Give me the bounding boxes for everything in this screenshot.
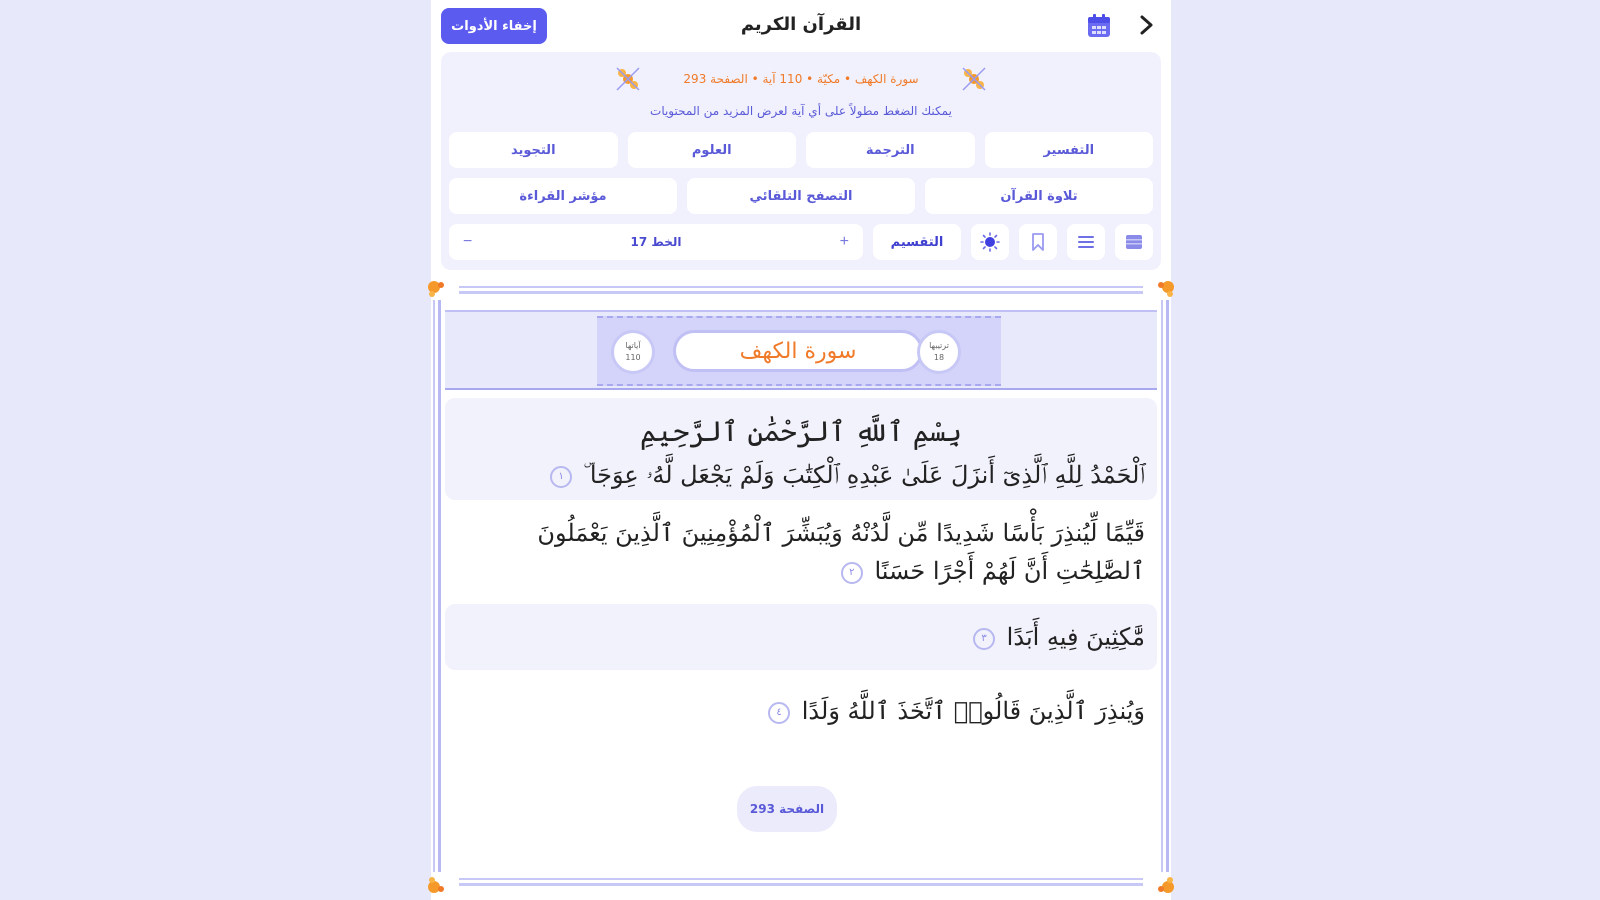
- basmala: بِسْمِ ٱللَّهِ ٱلرَّحْمَٰنِ ٱلرَّحِيمِ: [639, 415, 962, 448]
- translation-button[interactable]: الترجمة: [806, 132, 975, 168]
- brightness-button[interactable]: [971, 224, 1009, 260]
- recitation-button[interactable]: تلاوة القرآن: [925, 178, 1153, 214]
- verse-4[interactable]: [445, 678, 1157, 744]
- surah-name: سورة الكهف: [673, 330, 923, 372]
- frame-border-bottom: [459, 878, 1143, 886]
- page-title: القرآن الكريم: [740, 14, 862, 35]
- verse-text: قَيِّمًا لِّيُنذِرَ بَأْسًا شَدِيدًا مِّن لَّدُنْهُ وَيُبَشِّرَ ٱلْمُؤْمِنِينَ ٱلَّذِينَ يَعْمَلُونَ ٱلصَّٰلِحَٰتِ أَنَّ لَهُمْ أَجْرًا حَسَنًا: [537, 519, 1145, 585]
- corner-flower-icon: [423, 872, 449, 898]
- font-size-stepper: [449, 224, 863, 260]
- surah-info-row: [441, 66, 1161, 92]
- bookmark-button[interactable]: [1019, 224, 1057, 260]
- ayah-count-label: آياتها: [625, 341, 641, 350]
- ayah-number-marker: ١: [550, 466, 572, 488]
- app-window: [431, 0, 1171, 900]
- ayah-count-badge: [611, 330, 655, 374]
- verse-text: وَيُنذِرَ ٱلَّذِينَ قَالُوا۟ ٱتَّخَذَ ٱللَّهُ وَلَدًا: [801, 697, 1145, 725]
- feature-buttons-row-2: [449, 178, 1153, 214]
- verse-1[interactable]: [445, 398, 1157, 500]
- verse-3[interactable]: [445, 604, 1157, 670]
- long-press-hint: يمكنك الضغط مطولاً على أي آية لعرض المزيد من المحتويات: [650, 104, 952, 118]
- division-mode-button[interactable]: التقسيم: [873, 224, 961, 260]
- list-button[interactable]: [1067, 224, 1105, 260]
- surah-order-value: 18: [933, 353, 945, 362]
- surah-order-label: ترتيبها: [929, 341, 949, 350]
- feature-buttons-row-1: [449, 132, 1153, 168]
- brightness-icon: [980, 232, 1000, 252]
- flower-ornament-icon: [959, 64, 989, 94]
- verse-2[interactable]: [445, 508, 1157, 596]
- ayah-count-value: 110: [625, 353, 641, 362]
- bookmark-icon: [1031, 232, 1045, 252]
- sciences-button[interactable]: العلوم: [628, 132, 797, 168]
- display-controls-row: [449, 224, 1153, 260]
- ayah-number-marker: ٢: [841, 562, 863, 584]
- font-decrease-button[interactable]: −: [463, 233, 473, 250]
- flower-ornament-icon: [613, 64, 643, 94]
- list-icon: [1077, 234, 1095, 250]
- top-bar: [431, 0, 1171, 50]
- ayah-number-marker: ٤: [768, 702, 790, 724]
- verse-text: مَّٰكِثِينَ فِيهِ أَبَدًا: [1006, 623, 1145, 651]
- hide-tools-button[interactable]: إخفاء الأدوات: [441, 8, 547, 44]
- font-increase-button[interactable]: +: [839, 233, 849, 250]
- verse-text: ٱلْحَمْدُ لِلَّهِ ٱلَّذِىٓ أَنزَلَ عَلَىٰ عَبْدِهِ ٱلْكِتَٰبَ وَلَمْ يَجْعَل لَّهُۥ عِوَجَا ۜ: [583, 461, 1145, 489]
- surah-info-text: سورة الكهف • مكيّة • 110 آية • الصفحة 293: [683, 72, 919, 86]
- page-number-badge: الصفحة 293: [737, 786, 837, 832]
- corner-flower-icon: [1153, 276, 1179, 302]
- corner-flower-icon: [423, 276, 449, 302]
- surah-header-banner: [445, 310, 1157, 390]
- mushaf-page: [431, 282, 1171, 900]
- tajweed-button[interactable]: التجويد: [449, 132, 618, 168]
- tools-panel: [441, 52, 1161, 270]
- tafsir-button[interactable]: التفسير: [985, 132, 1154, 168]
- layout-icon: [1125, 233, 1143, 251]
- font-size-label: الخط 17: [630, 235, 682, 249]
- surah-order-badge: [917, 330, 961, 374]
- corner-flower-icon: [1153, 872, 1179, 898]
- ayah-number-marker: ٣: [973, 628, 995, 650]
- reading-indicator-button[interactable]: مؤشر القراءة: [449, 178, 677, 214]
- frame-border-left: [433, 300, 441, 872]
- verses-container: [445, 398, 1157, 744]
- frame-border-top: [459, 286, 1143, 294]
- auto-scroll-button[interactable]: التصفح التلقائي: [687, 178, 915, 214]
- frame-border-right: [1161, 300, 1169, 872]
- layout-button[interactable]: [1115, 224, 1153, 260]
